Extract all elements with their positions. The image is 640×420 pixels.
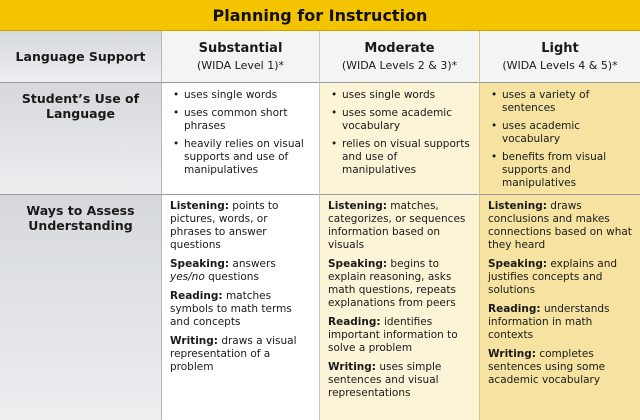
skill-description: uses simple sentences and visual representations <box>328 361 442 399</box>
skill-description: draws conclusions and makes connections based on what they heard <box>488 200 632 251</box>
assessment-item <box>328 258 471 310</box>
skill-label: Speaking: <box>488 258 548 270</box>
language-support-label: Language Support <box>15 49 146 64</box>
column-subtitle: (WIDA Levels 4 & 5)* <box>502 59 618 72</box>
bullet-list <box>320 83 479 177</box>
assessment-item <box>170 335 311 374</box>
header-row-label <box>0 31 162 83</box>
list-item: • heavily relies on visual supports and use of manipulatives <box>184 138 311 177</box>
skill-label: Listening: <box>170 200 229 212</box>
skill-description: completes sentences using some academic vocabulary <box>488 348 606 386</box>
cell-assess-substantial <box>162 195 320 420</box>
cell-use-substantial <box>162 83 320 195</box>
row-label-ways-to-assess <box>0 195 162 420</box>
skill-description: matches symbols to math terms and concepts <box>170 290 292 328</box>
assessment-item <box>328 361 471 400</box>
skill-label: Reading: <box>328 316 381 328</box>
skill-label: Writing: <box>488 348 536 360</box>
column-header-moderate <box>320 31 480 83</box>
list-item: • benefits from visual supports and manipulatives <box>502 151 632 190</box>
skill-description: begins to explain reasoning, asks math questions, repeats explanations from peers <box>328 258 456 309</box>
column-header-light <box>480 31 640 83</box>
column-subtitle: (WIDA Levels 2 & 3)* <box>341 59 458 72</box>
cell-assess-moderate <box>320 195 480 420</box>
skill-label: Listening: <box>488 200 547 212</box>
cell-use-moderate <box>320 83 480 195</box>
bullet-list <box>162 83 319 177</box>
skill-description: identifies important information to solve a problem <box>328 316 458 354</box>
list-item: • uses a variety of sentences <box>502 89 632 115</box>
skill-label: Speaking: <box>170 258 230 270</box>
row-label: Student’s Use of Language <box>21 91 140 121</box>
skill-label: Reading: <box>488 303 541 315</box>
assessment-item <box>170 258 311 284</box>
cell-use-light <box>480 83 640 195</box>
assessment-item <box>170 290 311 329</box>
skill-label: Writing: <box>328 361 376 373</box>
skill-label: Speaking: <box>328 258 388 270</box>
skill-label: Reading: <box>170 290 223 302</box>
column-header-substantial <box>162 31 320 83</box>
list-item: • uses some academic vocabulary <box>342 107 471 133</box>
skill-label: Writing: <box>170 335 218 347</box>
assessment-item <box>328 316 471 355</box>
skill-description: draws a visual representation of a problem <box>170 335 297 373</box>
skill-description: matches, categorizes, or sequences information based on visuals <box>328 200 466 251</box>
list-item: • relies on visual supports and use of manipulatives <box>342 138 471 177</box>
list-item: • uses academic vocabulary <box>502 120 632 146</box>
cell-assess-light <box>480 195 640 420</box>
skill-emphasis: yes/no <box>170 271 205 283</box>
table-title: Planning for Instruction <box>0 0 640 31</box>
skill-label: Listening: <box>328 200 387 212</box>
skill-description: explains and justifies concepts and solutions <box>488 258 618 296</box>
planning-table <box>0 31 640 420</box>
assessment-item <box>488 348 632 387</box>
column-title: Moderate <box>364 41 435 56</box>
bullet-list <box>480 83 640 190</box>
assessment-item <box>328 200 471 252</box>
list-item: • uses single words <box>184 89 311 102</box>
skill-description: answers <box>229 258 276 270</box>
column-title: Light <box>541 41 579 56</box>
row-label: Ways to Assess Understanding <box>26 203 135 233</box>
skill-description: points to pictures, words, or phrases to answer questions <box>170 200 279 251</box>
assessment-item <box>170 200 311 252</box>
assessment-item <box>488 258 632 297</box>
column-title: Substantial <box>198 41 283 56</box>
row-label-use-of-language <box>0 83 162 195</box>
assessment-item <box>488 303 632 342</box>
list-item: • uses common short phrases <box>184 107 311 133</box>
column-subtitle: (WIDA Level 1)* <box>196 59 285 72</box>
skill-description-tail: questions <box>204 271 259 283</box>
skill-description: understands information in math contexts <box>488 303 610 341</box>
assessment-item <box>488 200 632 252</box>
list-item: • uses single words <box>342 89 471 102</box>
